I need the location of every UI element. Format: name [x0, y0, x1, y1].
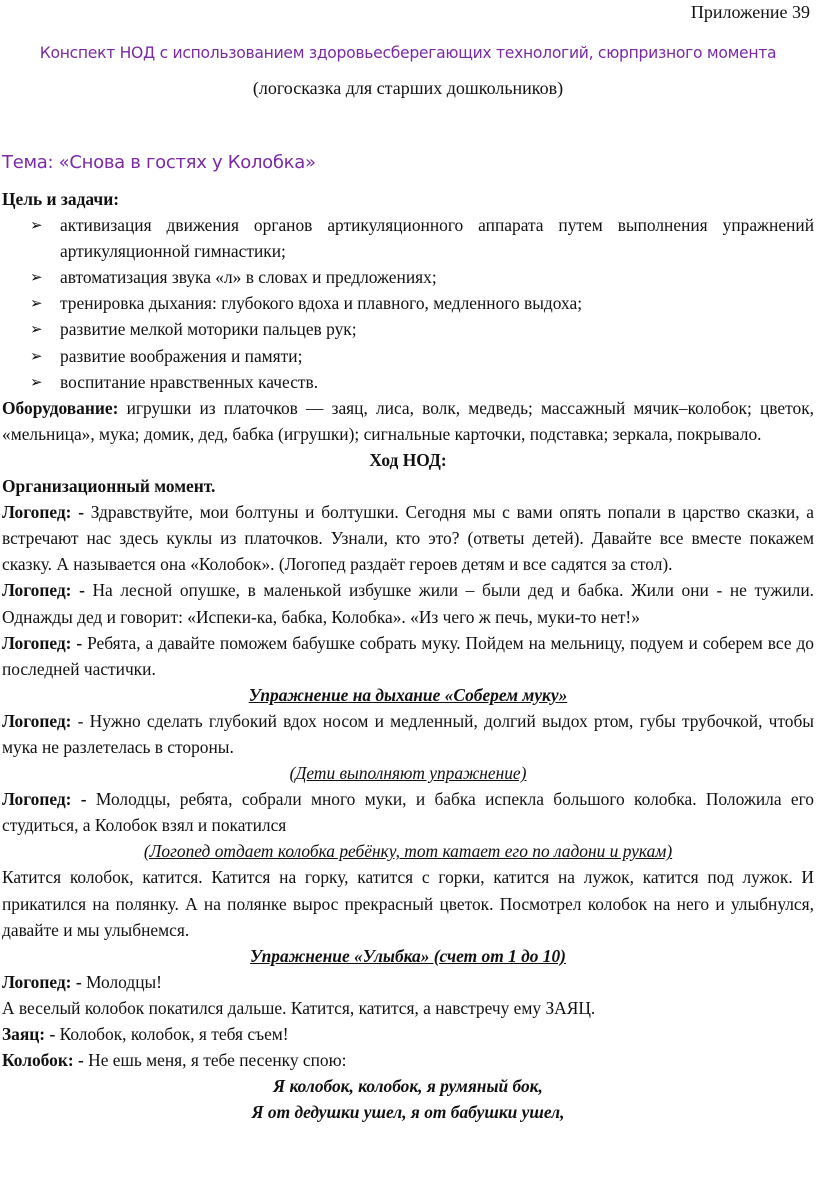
- document-subtitle: (логосказка для старших дошкольников): [252, 78, 564, 98]
- org-moment-heading: Организационный момент.: [2, 476, 216, 497]
- goal-item: ➢ тренировка дыхания: глубокого вдоха и плавного, медленного выдоха;: [2, 290, 814, 316]
- arrowhead-bullet-icon: ➢: [30, 346, 43, 365]
- dialogue-line: Логопед: - Молодцы, ребята, собрали много муки, и бабка испекла большого колобка. Положила его студиться, а Колобок взял и покатился: [2, 789, 814, 836]
- goal-item: ➢ автоматизация звука «л» в словах и предложениях;: [2, 264, 814, 290]
- arrowhead-bullet-icon: ➢: [30, 268, 43, 287]
- narration-paragraph: А веселый колобок покатился дальше. Катится, катится, а навстречу ему ЗАЯЦ.: [2, 997, 596, 1018]
- arrowhead-bullet-icon: ➢: [30, 372, 43, 391]
- equipment-label: Оборудование:: [2, 397, 119, 418]
- goal-item: ➢ воспитание нравственных качеств.: [2, 369, 814, 395]
- dialogue-line: Логопед: - Здравствуйте, мои болтуны и болтушки. Сегодня мы с вами опять попали в царство сказки, а встречают нас здесь куклы из платочков. Узнали, кто это? (ответы детей). Давайте все вместе покажем сказку. А называется она «Колобок». (Логопед раздаёт героев детям и все садятся за стол).: [2, 502, 815, 575]
- narration-paragraph: Катится колобок, катится. Катится на горку, катится с горки, катится на лужок, катится под лужок. И прикатился на полянку. А на полянке вырос прекрасный цветок. Посмотрел колобок на него и улыбнулся, давайте и мы улыбнемся.: [2, 867, 814, 940]
- goal-item: ➢ активизация движения органов артикуляционного аппарата путем выполнения упражнений артикуляционной гимнастики;: [2, 212, 814, 264]
- appendix-number: Приложение 39: [690, 2, 810, 22]
- dialogue-line: Колобок: - Не ешь меня, я тебе песенку спою:: [2, 1050, 347, 1071]
- dialogue-line: Заяц: - Колобок, колобок, я тебя съем!: [2, 1024, 289, 1044]
- progress-heading: Ход НОД:: [369, 449, 447, 470]
- dialogue-line: Логопед: - На лесной опушке, в маленькой избушке жили – были дед и бабка. Жили они - не тужили. Однажды дед и говорит: «Испеки-ка, бабка, Колобка». «Из чего ж печь, муки-то нет!»: [2, 580, 814, 627]
- stage-direction: (Дети выполняют упражнение): [289, 763, 527, 784]
- arrowhead-bullet-icon: ➢: [30, 320, 43, 339]
- speaker-label: Логопед: -: [2, 580, 85, 601]
- arrowhead-bullet-icon: ➢: [30, 294, 43, 313]
- song-line: Я от дедушки ушел, я от бабушки ушел,: [251, 1102, 565, 1123]
- speaker-label: Логопед: -: [2, 632, 83, 653]
- speaker-label: Логопед: -: [2, 971, 82, 992]
- goal-item: ➢ развитие воображения и памяти;: [2, 343, 814, 369]
- exercise-heading: Упражнение «Улыбка» (счет от 1 до 10): [250, 945, 566, 966]
- dialogue-line: Логопед: - Ребята, а давайте поможем бабушке собрать муку. Пойдем на мельницу, подуем и соберем все до последней частички.: [2, 632, 814, 679]
- stage-direction: (Логопед отдает колобка ребёнку, тот катает его по ладони и рукам): [143, 841, 673, 862]
- speaker-label: Логопед: -: [2, 789, 87, 810]
- document-title: Конспект НОД с использованием здоровьесберегающих технологий, сюрпризного момента: [39, 44, 777, 62]
- goal-item: ➢ развитие мелкой моторики пальцев рук;: [2, 316, 814, 342]
- goals-list: [2, 212, 814, 395]
- goals-heading: Цель и задачи:: [2, 189, 120, 209]
- exercise-heading: Упражнение на дыхание «Соберем муку»: [248, 684, 568, 705]
- lesson-topic: Тема: «Снова в гостях у Колобка»: [2, 152, 316, 173]
- equipment-paragraph: [2, 395, 814, 447]
- dialogue-line: Логопед: - Молодцы!: [2, 971, 162, 992]
- speaker-label: Логопед: -: [2, 502, 84, 523]
- equipment-text: игрушки из платочков — заяц, лиса, волк, медведь; массажный мячик–колобок; цветок, «мельница», мука; домик, дед, бабка (игрушки); сигнальные карточки, подставка; зеркала, покрывало.: [2, 397, 814, 444]
- speaker-label: Колобок: -: [2, 1050, 84, 1071]
- arrowhead-bullet-icon: ➢: [30, 216, 43, 235]
- speaker-label: Логопед:: [2, 710, 72, 731]
- speaker-label: Заяц: -: [2, 1024, 56, 1044]
- song-line: Я колобок, колобок, я румяный бок,: [273, 1076, 543, 1097]
- document-body: [2, 186, 814, 1125]
- dialogue-line: Логопед: - Нужно сделать глубокий вдох носом и медленный, долгий выдох ртом, губы трубочкой, чтобы мука не разлетелась в стороны.: [2, 710, 814, 757]
